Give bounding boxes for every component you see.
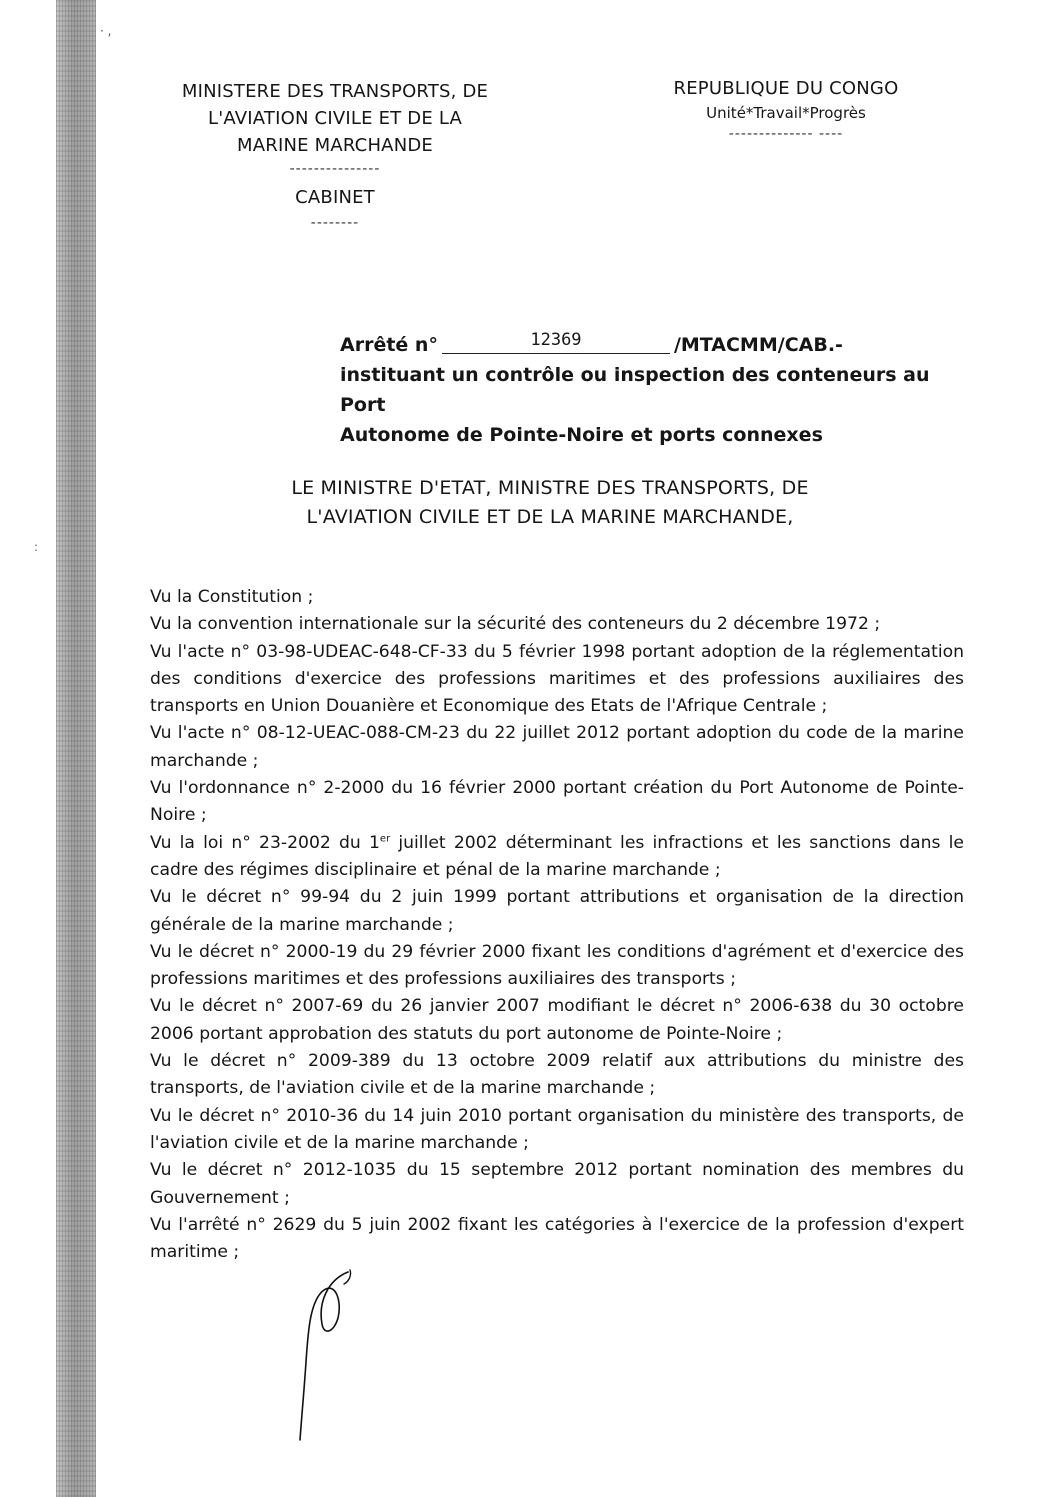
consideration-item: Vu le décret n° 2010-36 du 14 juin 2010 portant organisation du ministère des transports, de l'aviation civile et de la marine marchande ; — [150, 1105, 964, 1153]
consideration-item: Vu le décret n° 99-94 du 2 juin 1999 portant attributions et organisation de la direction générale de la marine marchande ; — [150, 887, 964, 935]
consideration-item: Vu le décret n° 2012-1035 du 15 septembre 2012 portant nomination des membres du Gouvernement ; — [150, 1160, 964, 1208]
ministry-name-line: MINISTERE DES TRANSPORTS, DE — [181, 81, 489, 102]
consideration-item: Vu la Constitution ; — [150, 587, 314, 607]
minister-title-line: LE MINISTRE D'ETAT, MINISTRE DES TRANSPORTS, DE — [291, 477, 809, 499]
consideration-item: Vu l'acte n° 08-12-UEAC-088-CM-23 du 22 juillet 2012 portant adoption du code de la marine marchande ; — [150, 723, 964, 771]
decree-title-line: instituant un contrôle ou inspection des conteneurs au Port — [340, 364, 930, 416]
decree-reference — [340, 330, 970, 360]
consideration-item: Vu le décret n° 2000-19 du 29 février 2000 fixant les conditions d'agrément et d'exercice des professions maritimes et des professions auxiliaires des transports ; — [150, 941, 964, 990]
country-name: REPUBLIQUE DU CONGO — [673, 78, 899, 99]
republic-header — [654, 76, 918, 144]
considerations-list — [150, 584, 964, 1266]
decree-title-line: Autonome de Pointe-Noire et ports connexes — [340, 424, 823, 446]
consideration-item — [150, 830, 964, 885]
minister-title-line: L'AVIATION CIVILE ET DE LA MARINE MARCHANDE, — [306, 506, 794, 528]
ministry-header — [150, 78, 520, 233]
scan-artifact: : — [34, 540, 39, 554]
decree-number: 12369 — [530, 330, 582, 350]
ministry-name-line: L'AVIATION CIVILE ET DE LA — [208, 108, 462, 129]
consideration-item: Vu le décret n° 2007-69 du 26 janvier 2007 modifiant le décret n° 2006-638 du 30 octobre 2006 portant approbation des statuts du port autonome de Pointe-Noire ; — [150, 996, 964, 1044]
country-separator: -------------- ---- — [728, 126, 844, 142]
scan-binding-strip — [56, 0, 96, 1497]
ministry-separator: --------------- — [289, 161, 381, 177]
law-text-end: juillet 2002 déterminant les infractions et les sanctions dans le cadre des régimes disciplinaire et pénal de la marine marchande ; — [150, 832, 964, 880]
consideration-item: Vu l'acte n° 03-98-UDEAC-648-CF-33 du 5 février 1998 portant adoption de la réglementation des conditions d'exercice des professions maritimes et des professions auxiliaires des transports en Union Douanière et Economique des Etats de l'Afrique Centrale ; — [150, 641, 964, 717]
scan-artifact: · , — [100, 24, 112, 38]
cabinet-label: CABINET — [295, 187, 375, 208]
ministry-name-line: MARINE MARCHANDE — [237, 135, 433, 156]
consideration-item: Vu le décret n° 2009-389 du 13 octobre 2009 relatif aux attributions du ministre des transports, de l'aviation civile et de la marine marchande ; — [150, 1051, 964, 1099]
national-motto: Unité*Travail*Progrès — [706, 104, 866, 122]
decree-heading — [340, 330, 970, 450]
minister-heading — [190, 474, 910, 532]
decree-prefix: Arrêté n° — [340, 334, 438, 356]
consideration-item: Vu l'arrêté n° 2629 du 5 juin 2002 fixant les catégories à l'exercice de la profession d'expert maritime ; — [150, 1214, 964, 1263]
decree-suffix: /MTACMM/CAB.- — [673, 334, 843, 356]
handwritten-initial-signature — [288, 1262, 368, 1442]
ordinal-superscript: er — [379, 832, 391, 844]
consideration-item: Vu la convention internationale sur la sécurité des conteneurs du 2 décembre 1972 ; — [150, 614, 881, 635]
decree-number-field — [442, 331, 670, 354]
consideration-item: Vu l'ordonnance n° 2-2000 du 16 février 2000 portant création du Port Autonome de Pointe-Noire ; — [150, 778, 964, 826]
law-text-start: Vu la loi n° 23-2002 du 1 — [150, 832, 380, 853]
cabinet-separator: -------- — [310, 215, 360, 231]
